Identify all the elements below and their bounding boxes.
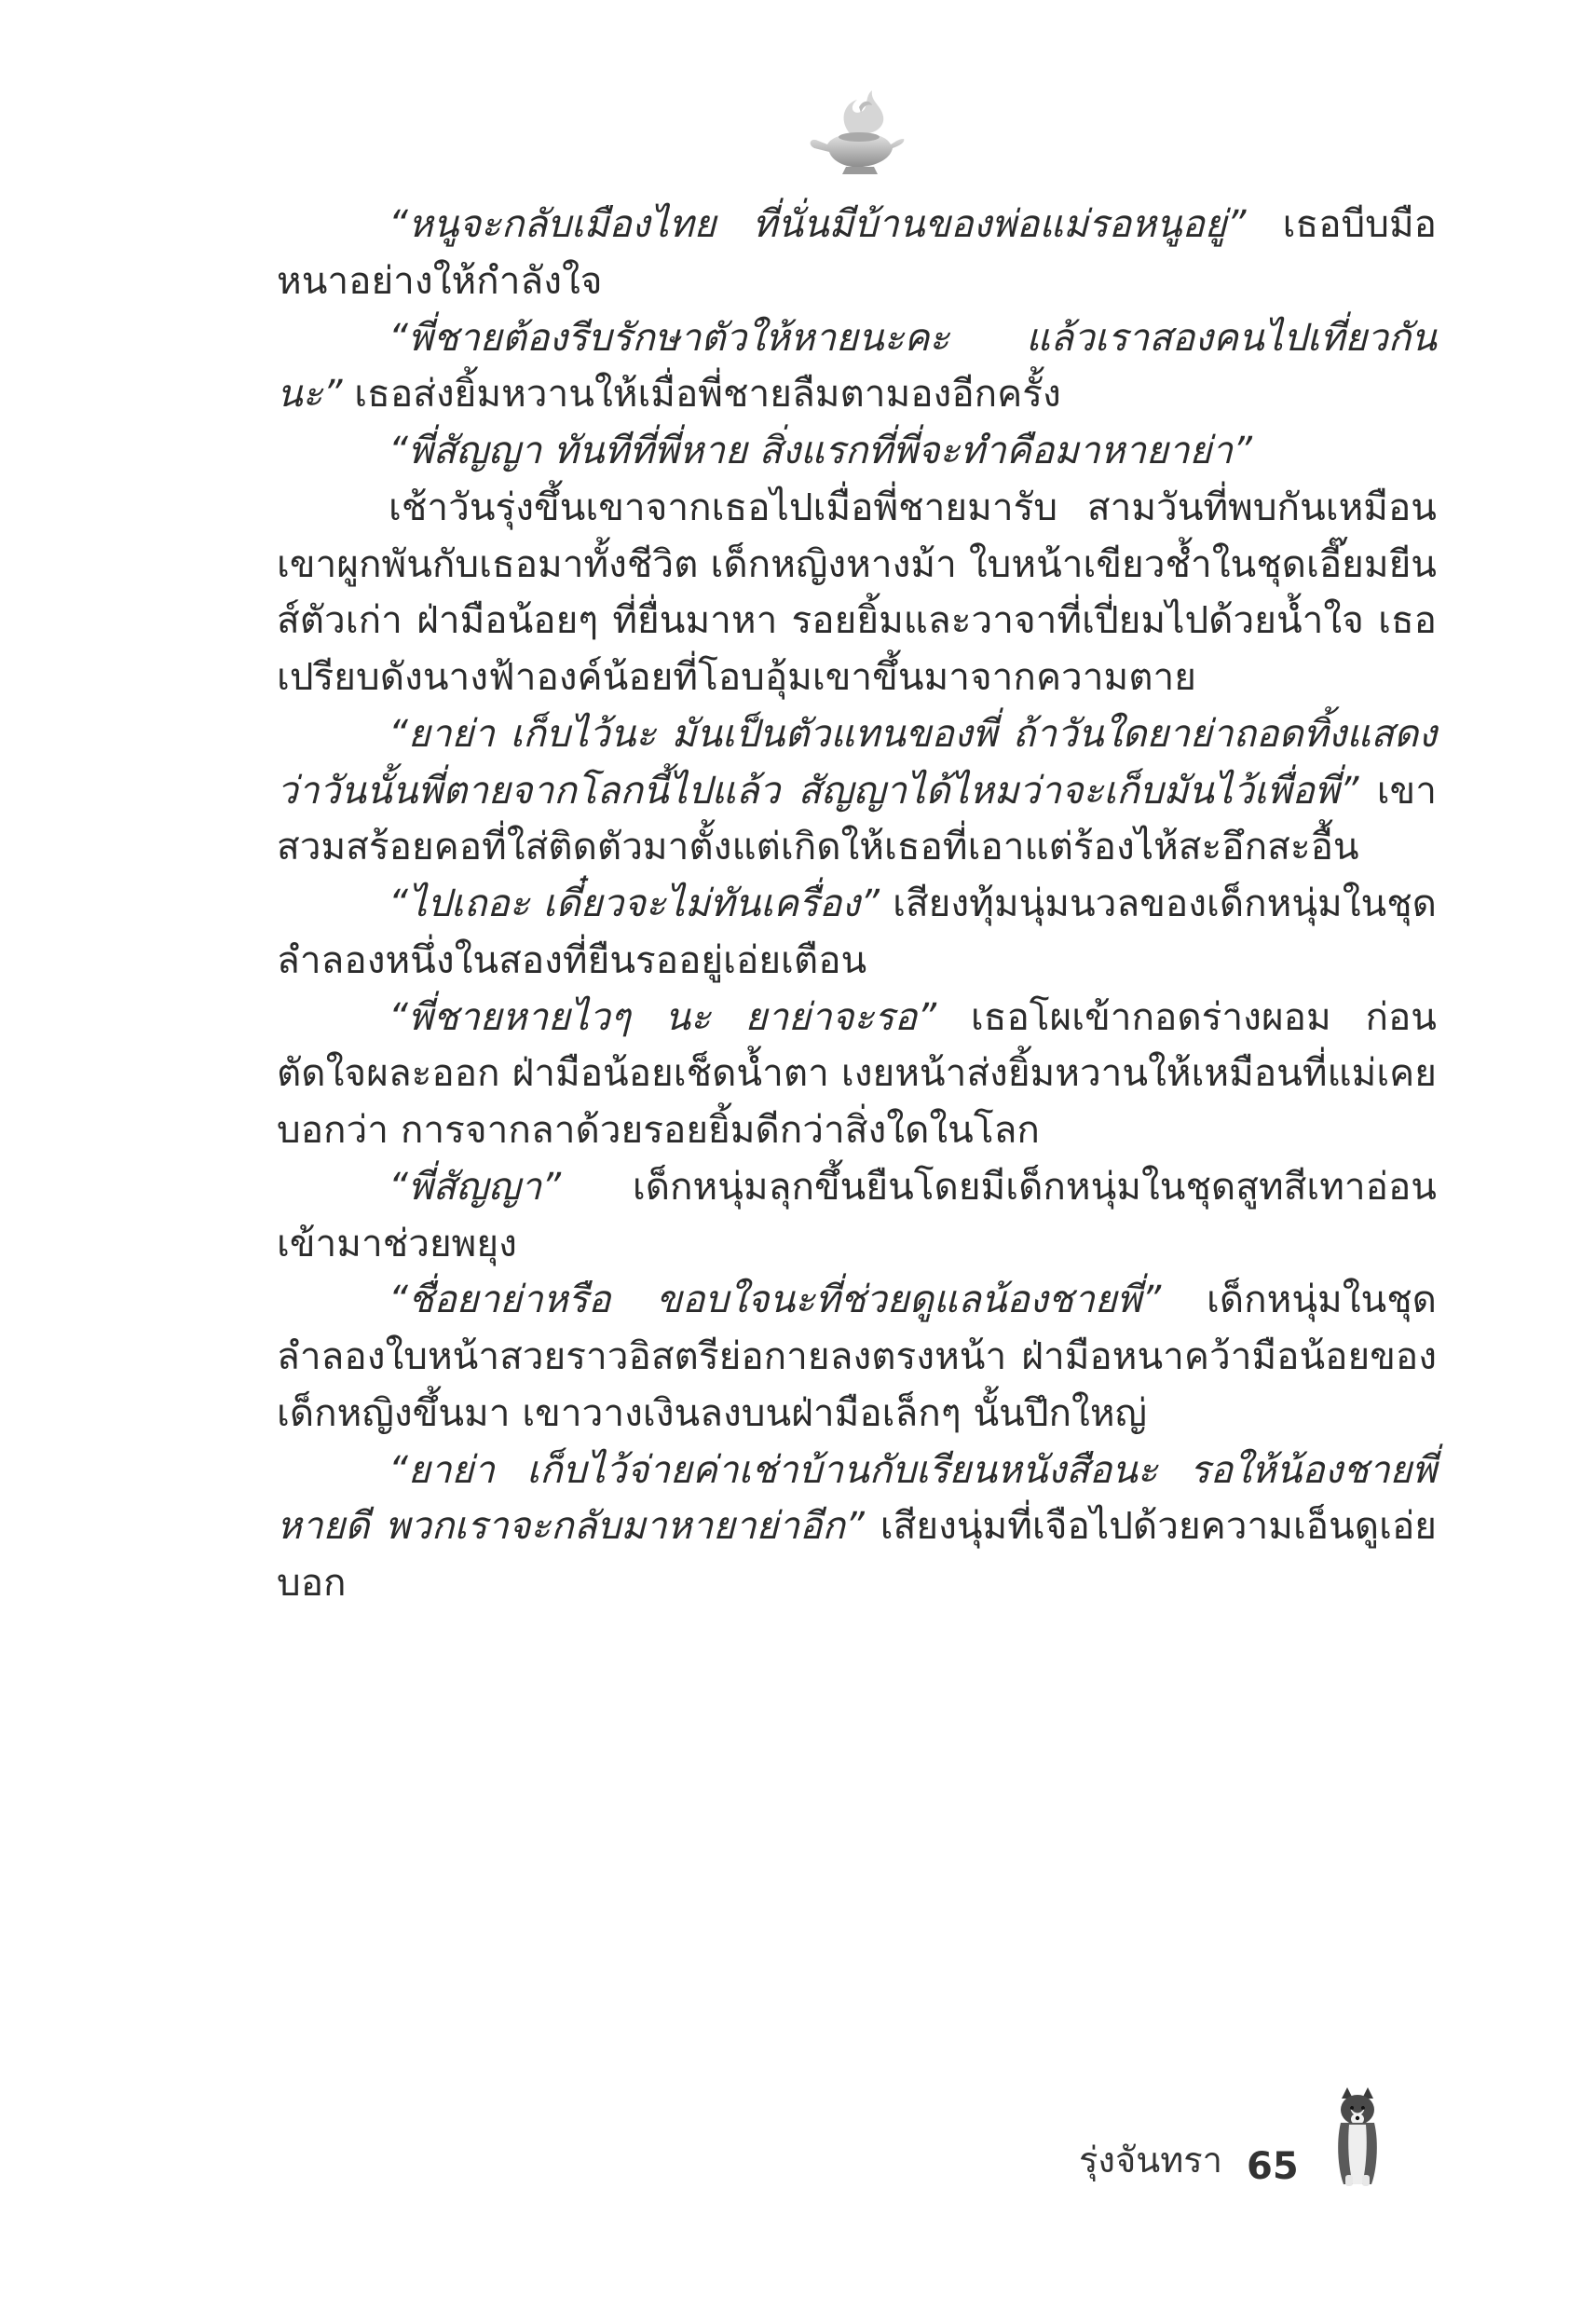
dialogue: “พี่ชายต้องรีบรักษาตัวให้หายนะคะ แล้วเราสองคนไปเที่ยวกันนะ”: [277, 314, 1437, 417]
paragraph: [277, 422, 1437, 479]
narration: เด็กหนุ่มลุกขึ้นยืนโดยมีเด็กหนุ่มในชุดสูทสีเทาอ่อนเข้ามาช่วยพยุง: [277, 1163, 1437, 1265]
paragraph: [277, 705, 1437, 875]
dialogue: “พี่สัญญา ทันทีที่พี่หาย สิ่งแรกที่พี่จะทำคือมาหายาย่า”: [389, 428, 1252, 472]
paragraph: [277, 309, 1437, 423]
dialogue: “ยาย่า เก็บไว้นะ มันเป็นตัวแทนของพี่ ถ้าวันใดยาย่าถอดทิ้งแสดงว่าวันนั้นพี่ตายจากโลกนี้ไปแล้ว สัญญาได้ไหมว่าจะเก็บมันไว้เพื่อพี่”: [277, 710, 1437, 813]
dialogue: “พี่ชายหายไวๆ นะ ยาย่าจะรอ”: [389, 993, 937, 1039]
genie-lamp-icon: [801, 79, 913, 182]
book-title: รุ่งจันทรา: [1079, 2140, 1223, 2181]
narration: เช้าวันรุ่งขึ้นเขาจากเธอไปเมื่อพี่ชายมารับ สามวันที่พบกันเหมือนเขาผูกพันกับเธอมาทั้งชีวิต เด็กหญิงหางม้า ใบหน้าเขียวช้ำในชุดเอี๊ยมยีนส์ตัวเก่า ฝ่ามือน้อยๆ ที่ยื่นมาหา รอยยิ้มและวาจาที่เปี่ยมไปด้วยน้ำใจ เธอเปรียบดังนางฟ้าองค์น้อยที่โอบอุ้มเขาขึ้นมาจากความตาย: [277, 484, 1437, 699]
dialogue: “พี่สัญญา”: [389, 1163, 562, 1209]
husky-dog-icon: [1325, 2085, 1390, 2188]
paragraph: [277, 989, 1437, 1158]
page-body: [277, 196, 1437, 1611]
paragraph: [277, 1442, 1437, 1611]
narration: เสียงทุ้มนุ่มนวลของเด็กหนุ่มในชุดลำลองหนึ่งในสองที่ยืนรออยู่เอ่ยเตือน: [277, 881, 1437, 982]
narration: เสียงนุ่มที่เจือไปด้วยความเอ็นดูเอ่ยบอก: [277, 1503, 1438, 1605]
paragraph: [277, 1158, 1437, 1272]
page-number: 65: [1247, 2145, 1299, 2188]
page-footer: [1079, 2113, 1390, 2188]
paragraph: [277, 479, 1437, 705]
paragraph: [277, 196, 1437, 309]
dialogue: “หนูจะกลับเมืองไทย ที่นั่นมีบ้านของพ่อแม่รอหนูอยู่”: [389, 201, 1247, 246]
narration: เธอโผเข้ากอดร่างผอม ก่อนตัดใจผละออก ฝ่ามือน้อยเช็ดน้ำตา เงยหน้าส่งยิ้มหวานให้เหมือนที่แม่เคยบอกว่า การจากลาด้วยรอยยิ้มดีกว่าสิ่งใดในโลก: [277, 993, 1437, 1152]
paragraph: [277, 875, 1437, 989]
paragraph: [277, 1271, 1437, 1441]
dialogue: “ชื่อยาย่าหรือ ขอบใจนะที่ช่วยดูแลน้องชายพี่”: [389, 1277, 1162, 1322]
narration: เธอบีบมือหนาอย่างให้กำลังใจ: [277, 201, 1437, 303]
dialogue: “ยาย่า เก็บไว้จ่ายค่าเช่าบ้านกับเรียนหนังสือนะ รอให้น้องชายพี่หายดี พวกเราจะกลับมาหายาย่าอีก”: [277, 1446, 1437, 1549]
narration: เขาสวมสร้อยคอที่ใส่ติดตัวมาตั้งแต่เกิดให้เธอที่เอาแต่ร้องไห้สะอึกสะอื้น: [277, 767, 1437, 869]
narration: เธอส่งยิ้มหวานให้เมื่อพี่ชายลืมตามองอีกครั้ง: [342, 371, 1061, 417]
narration: เด็กหนุ่มในชุดลำลองใบหน้าสวยราวอิสตรีย่อกายลงตรงหน้า ฝ่ามือหนาคว้ามือน้อยของเด็กหญิงขึ้นมา เขาวางเงินลงบนฝ่ามือเล็กๆ นั้นปึกใหญ่: [277, 1277, 1437, 1435]
dialogue: “ไปเถอะ เดี๋ยวจะไม่ทันเครื่อง”: [389, 881, 880, 925]
